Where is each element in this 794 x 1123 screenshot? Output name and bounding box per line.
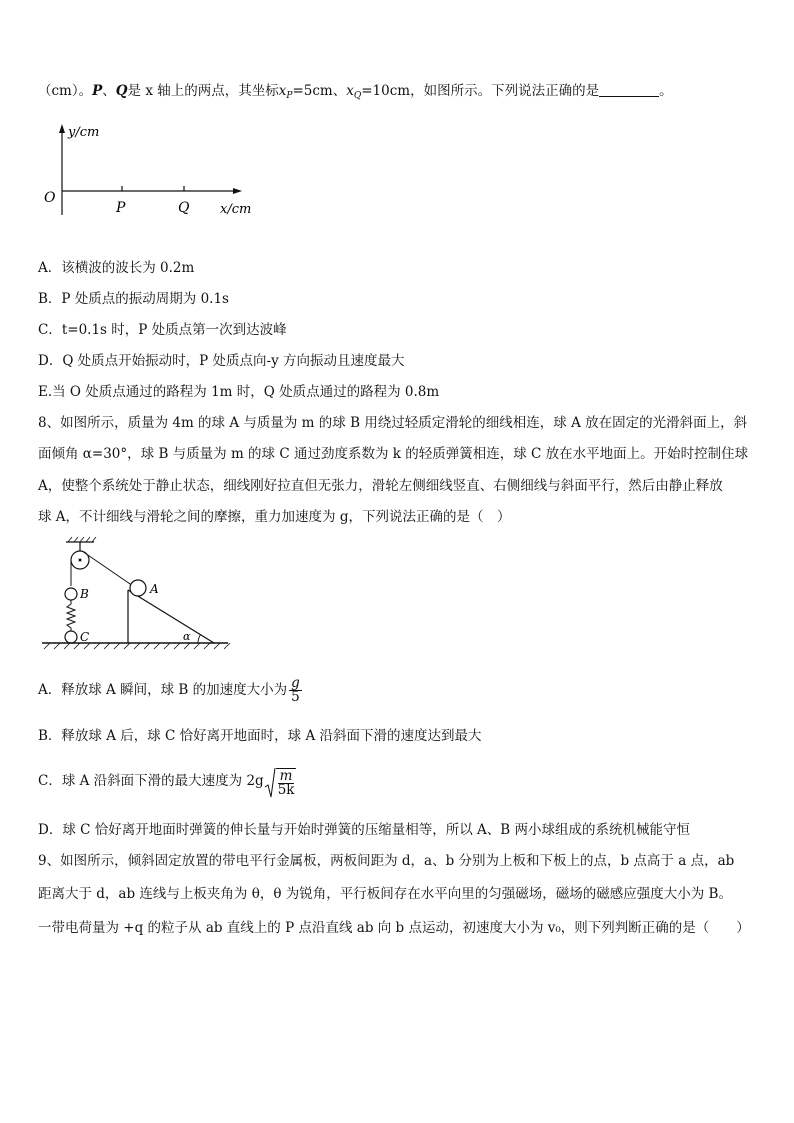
q8-stem-line-3: A，使整个系统处于静止状态，细线刚好拉直但无张力，滑轮左侧细线竖直、右侧细线与斜面平行，然后由静止释放 bbox=[38, 478, 723, 494]
q7-stem-mid: 是 x 轴上的两点，其坐标 bbox=[127, 83, 279, 99]
q8-option-a bbox=[38, 676, 304, 704]
q8-angle-arc bbox=[198, 635, 201, 643]
q9-stem-line-3: 一带电荷量为 +q 的粒子从 ab 直线上的 P 点沿直线 ab 向 b 点运动，初速度大小为 v₀，则下列判断正确的是（ ） bbox=[38, 920, 750, 936]
q8-option-a-numerator: g bbox=[291, 675, 300, 691]
q9-stem-line-2: 距离大于 d，ab 连线与上板夹角为 θ，θ 为锐角，平行板间存在水平向里的匀强磁场，磁场的磁感应强度大小为 B。 bbox=[38, 886, 732, 902]
q7-xp-sub: P bbox=[286, 91, 293, 101]
q7-x-arrow bbox=[233, 188, 242, 194]
q7-point-p: P bbox=[92, 83, 103, 99]
q8-pulley-axle bbox=[79, 559, 82, 562]
q9-stem-line-1: 9、如图所示，倾斜固定放置的带电平行金属板，两板间距为 d，a、b 分别为上板和下板上的点，b 点高于 a 点，ab bbox=[38, 853, 735, 869]
q8-option-c-denominator: 5k bbox=[277, 781, 295, 798]
q8-label-a: A bbox=[150, 582, 159, 596]
q7-xq-sub: Q bbox=[353, 91, 362, 101]
q7-q-label: Q bbox=[178, 200, 190, 216]
q8-incline-figure bbox=[38, 536, 238, 656]
q8-option-c-sqrt bbox=[264, 767, 299, 797]
q8-ball-b bbox=[65, 588, 77, 600]
q7-xq: x bbox=[346, 83, 354, 99]
q8-label-b: B bbox=[80, 587, 89, 601]
q8-option-d: D．球 C 恰好离开地面时弹簧的伸长量与开始时弹簧的压缩量相等，所以 A、B 两小球组成的系统机械能守恒 bbox=[38, 822, 690, 838]
q8-option-b: B．释放球 A 后，球 C 恰好离开地面时，球 A 沿斜面下滑的速度达到最大 bbox=[38, 728, 482, 744]
q8-option-c bbox=[38, 766, 298, 797]
q8-ceiling-hatch bbox=[68, 537, 96, 542]
q7-origin-label: O bbox=[44, 190, 56, 206]
q7-option-c: C．t=0.1s 时，P 处质点第一次到达波峰 bbox=[38, 322, 287, 338]
q7-axes-figure bbox=[40, 120, 270, 225]
q8-option-a-fraction bbox=[289, 677, 302, 704]
q7-stem-end: 。 bbox=[659, 83, 673, 99]
q7-y-label: y/cm bbox=[68, 125, 100, 140]
q7-stem bbox=[38, 81, 673, 106]
q8-label-alpha: α bbox=[183, 630, 191, 643]
q8-option-c-fraction bbox=[276, 768, 297, 797]
q7-answer-blank bbox=[599, 82, 659, 97]
q7-xp: x bbox=[278, 83, 287, 99]
q8-option-a-text: A．释放球 A 瞬间，球 B 的加速度大小为 bbox=[38, 682, 288, 698]
q8-option-c-text: C．球 A 沿斜面下滑的最大速度为 2g bbox=[38, 773, 264, 789]
q7-option-a: A．该横波的波长为 0.2m bbox=[38, 260, 195, 276]
q7-xp-val: =5cm、 bbox=[292, 83, 347, 99]
q8-string-right bbox=[82, 551, 133, 586]
q7-stem-prefix: （cm）。 bbox=[38, 83, 93, 99]
q7-xq-val: =10cm，如图所示。下列说法正确的是 bbox=[361, 83, 600, 99]
q8-stem-line-1: 8、如图所示，质量为 4m 的球 A 与质量为 m 的球 B 用绕过轻质定滑轮的细线相连，球 A 放在固定的光滑斜面上，斜 bbox=[38, 415, 748, 431]
q7-sep: 、 bbox=[102, 83, 116, 99]
q7-x-label: x/cm bbox=[220, 202, 252, 217]
q7-y-arrow bbox=[59, 124, 65, 133]
q8-option-c-radical bbox=[264, 767, 276, 799]
q8-ground-hatch bbox=[44, 643, 230, 649]
q7-option-e: E.当 O 处质点通过的路程为 1m 时，Q 处质点通过的路程为 0.8m bbox=[38, 384, 440, 400]
q7-option-d: D．Q 处质点开始振动时，P 处质点向-y 方向振动且速度最大 bbox=[38, 353, 405, 369]
q8-incline-slope bbox=[128, 590, 214, 643]
q7-p-label: P bbox=[116, 200, 126, 216]
q8-stem-line-4: 球 A，不计细线与滑轮之间的摩擦，重力加速度为 g，下列说法正确的是（ ） bbox=[38, 509, 511, 525]
q7-point-q: Q bbox=[115, 83, 128, 99]
q8-stem-line-2: 面倾角 α=30°，球 B 与质量为 m 的球 C 通过劲度系数为 k 的轻质弹簧相连，球 C 放在水平地面上。开始时控制住球 bbox=[38, 446, 749, 462]
q8-option-c-numerator: m bbox=[279, 767, 293, 784]
q8-ball-c bbox=[65, 631, 77, 643]
q8-label-c: C bbox=[80, 630, 90, 644]
q8-spring bbox=[67, 600, 75, 632]
q8-option-a-denominator: 5 bbox=[291, 689, 300, 705]
q7-option-b: B．P 处质点的振动周期为 0.1s bbox=[38, 291, 229, 307]
q8-ball-a bbox=[130, 580, 146, 596]
